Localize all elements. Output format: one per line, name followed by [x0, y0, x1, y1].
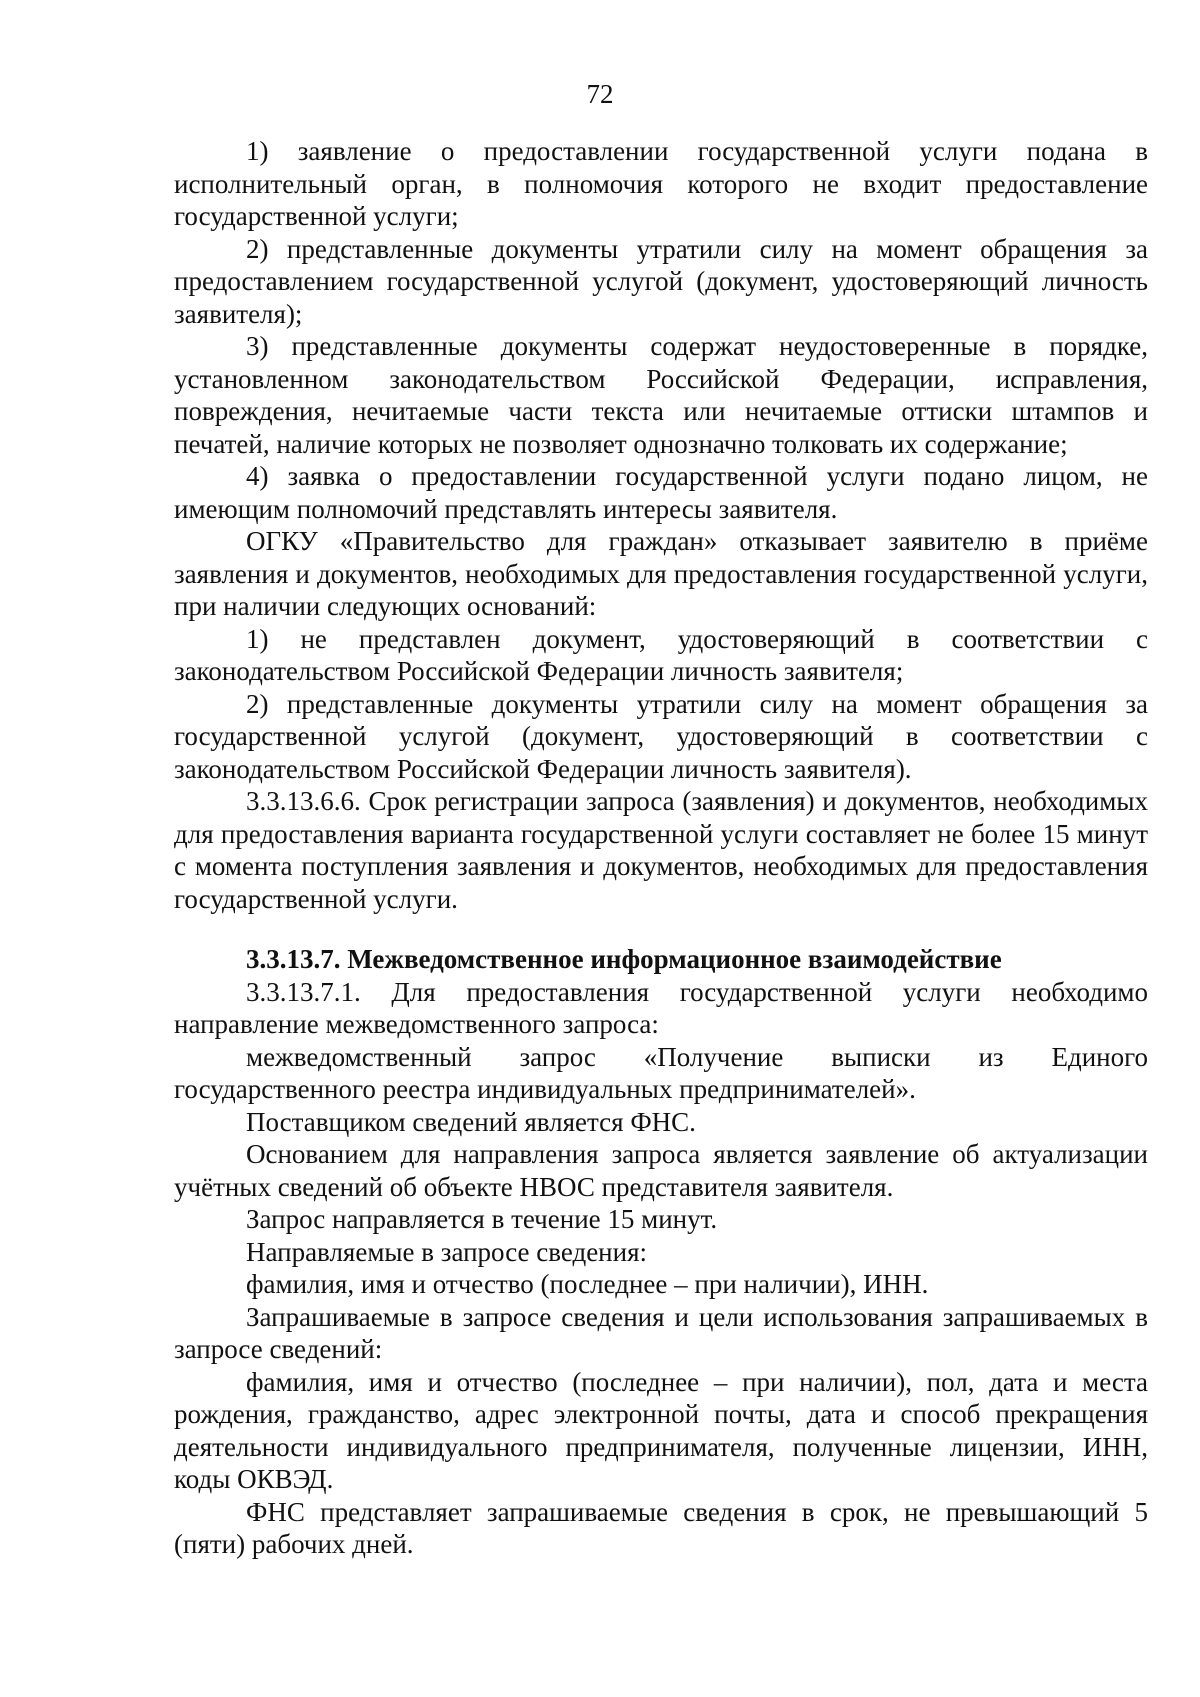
paragraph: Запрос направляется в течение 15 минут. — [246, 1204, 718, 1234]
paragraph: 3) представленные документы содержат неудостоверенные в порядке, установленном законодательством Российской Федерации, исправления, повреждения, нечитаемые части текста или нечитаемые оттиски штампов и печатей, наличие которых не позволяет однозначно толковать их содержание; — [174, 331, 1148, 459]
paragraph: 2) представленные документы утратили силу на момент обращения за государственной услугой (документ, удостоверяющий в соответствии с законодательством Российской Федерации личность заявителя). — [174, 688, 1148, 784]
paragraph: Основанием для направления запроса является заявление об актуализации учётных сведений об объекте НВОС представителя заявителя. — [174, 1139, 1148, 1202]
paragraph: 2) представленные документы утратили силу на момент обращения за предоставлением государственной услугой (документ, удостоверяющий личность заявителя); — [174, 233, 1148, 329]
paragraph: 1) не представлен документ, удостоверяющий в соответствии с законодательством Российской Федерации личность заявителя; — [174, 623, 1148, 686]
paragraph: Направляемые в запросе сведения: — [246, 1236, 647, 1267]
section-heading: 3.3.13.7. Межведомственное информационное взаимодействие — [246, 944, 1002, 974]
paragraph: 3.3.13.7.1. Для предоставления государственной услуги необходимо направление межведомственного запроса: — [174, 976, 1148, 1039]
paragraph: ФНС представляет запрашиваемые сведения в срок, не превышающий 5 (пяти) рабочих дней. — [174, 1496, 1148, 1559]
paragraph: межведомственный запрос «Получение выписки из Единого государственного реестра индивидуальных предпринимателей». — [174, 1041, 1148, 1104]
paragraph: 1) заявление о предоставлении государственной услуги подана в исполнительный орган, в полномочия которого не входит предоставление государственной услуги; — [174, 136, 1148, 231]
paragraph: 3.3.13.6.6. Срок регистрации запроса (заявления) и документов, необходимых для предоставления варианта государственной услуги составляет не более 15 минут с момента поступления заявления и документов, необходимых для предоставления государственной услуги. — [174, 786, 1148, 914]
paragraph: Поставщиком сведений является ФНС. — [246, 1106, 696, 1137]
paragraph: ОГКУ «Правительство для граждан» отказывает заявителю в приёме заявления и документов, необходимых для предоставления государственной услуги, при наличии следующих оснований: — [174, 526, 1148, 621]
paragraph: фамилия, имя и отчество (последнее – при наличии), пол, дата и места рождения, гражданство, адрес электронной почты, дата и способ прекращения деятельности индивидуального предпринимателя, полученные лицензии, ИНН, коды ОКВЭД. — [174, 1366, 1148, 1494]
paragraph: Запрашиваемые в запросе сведения и цели использования запрашиваемых в запросе сведений: — [174, 1301, 1148, 1364]
document-body — [174, 135, 1148, 1561]
paragraph: 4) заявка о предоставлении государственной услуги подано лицом, не имеющим полномочий представлять интересы заявителя. — [174, 461, 1148, 524]
paragraph: фамилия, имя и отчество (последнее – при наличии), ИНН. — [246, 1269, 929, 1299]
page-number: 72 — [586, 79, 614, 109]
